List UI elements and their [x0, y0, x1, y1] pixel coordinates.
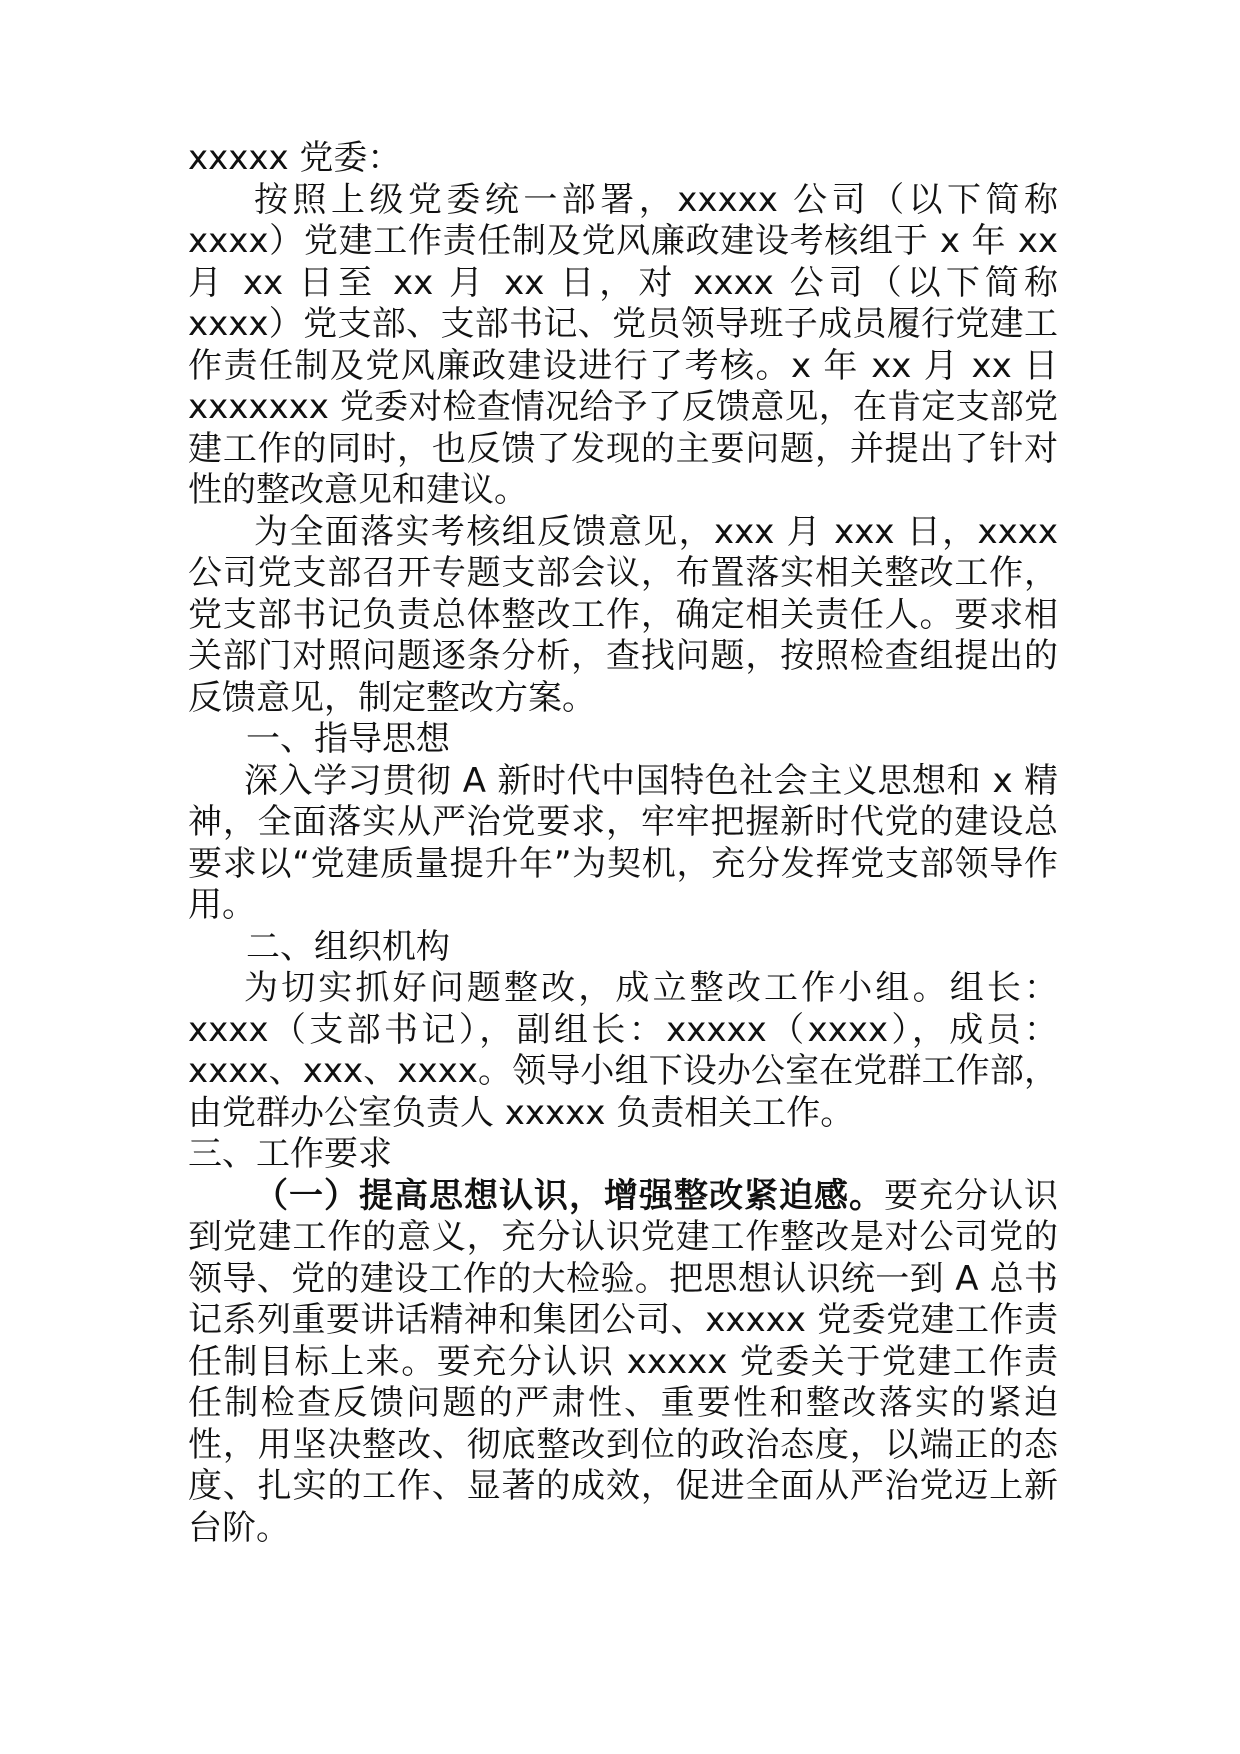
section-3-item-1-lead: （一）提高思想认识，增强整改紧迫感。	[254, 1175, 884, 1216]
section-3-item-1	[188, 1176, 1058, 1550]
section-2-heading: 二、组织机构	[246, 926, 450, 967]
section-1-body: 深入学习贯彻 A 新时代中国特色社会主义思想和 x 精神，全面落实从严治党要求，牢牢把握新时代党的建设总要求以“党建质量提升年”为契机，充分发挥党支部领导作用。	[188, 760, 1058, 925]
section-3-heading: 三、工作要求	[188, 1134, 392, 1174]
section-3-item-1-body: 要充分认识到党建工作的意义，充分认识党建工作整改是对公司党的领导、党的建设工作的大检验。把思想认识统一到 A 总书记系列重要讲话精神和集团公司、xxxxx 党委党建工作责任制目标上来。要充分认识 xxxxx 党委关于党建工作责任制检查反馈问题的严肃性、重要性和整改落实的紧迫性，用坚决整改、彻底整改到位的政治态度，以端正的态度、扎实的工作、显著的成效，促进全面从严治党迈上新台阶。	[188, 1175, 1058, 1548]
salutation: xxxxx 党委：	[188, 138, 402, 178]
section-2-body: 为切实抓好问题整改，成立整改工作小组。组长：xxxx（支部书记），副组长：xxxxx（xxxx），成员：xxxx、xxx、xxxx。领导小组下设办公室在党群工作部，由党群办公室负责人 xxxxx 负责相关工作。	[188, 968, 1058, 1133]
intro-paragraph-1: 按照上级党委统一部署，xxxxx 公司（以下简称 xxxx）党建工作责任制及党风廉政建设考核组于 x 年 xx 月 xx 日至 xx 月 xx 日，对 xxxx 公司（以下简称 xxxx）党支部、支部书记、党员领导班子成员履行党建工作责任制及党风廉政建设进行了考核。x 年 xx 月 xx 日 xxxxxxx 党委对检查情况给予了反馈意见，在肯定支部党建工作的同时，也反馈了发现的主要问题，并提出了针对性的整改意见和建议。	[188, 179, 1058, 510]
intro-paragraph-2: 为全面落实考核组反馈意见，xxx 月 xxx 日，xxxx 公司党支部召开专题支部会议，布置落实相关整改工作，党支部书记负责总体整改工作，确定相关责任人。要求相关部门对照问题逐条分析，查找问题，按照检查组提出的反馈意见，制定整改方案。	[188, 511, 1058, 718]
document-page	[188, 138, 1058, 1549]
section-1-heading: 一、指导思想	[246, 719, 450, 759]
